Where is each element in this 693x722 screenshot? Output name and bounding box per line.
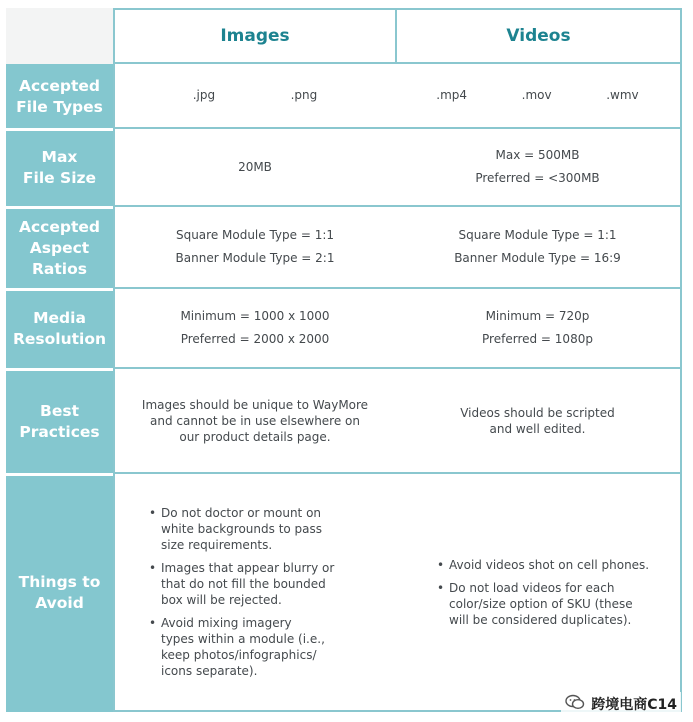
row-header-media-resolution: Media Resolution	[6, 289, 113, 369]
row-divider	[6, 368, 113, 371]
row-header-aspect-ratios: Accepted Aspect Ratios	[6, 207, 113, 289]
cell-videos-file-types: .mp4 .mov .wmv	[395, 64, 682, 129]
cell-images-things-to-avoid	[113, 474, 397, 712]
list-item: • Avoid mixing imagery types within a module (i.e., keep photos/infographics/ icons separate).	[149, 616, 325, 678]
row-divider	[6, 128, 113, 131]
list-item: • Images that appear blurry or that do not fill the bounded box will be rejected.	[149, 561, 335, 607]
cell-videos-aspect-ratios: Square Module Type = 1:1 Banner Module Type = 16:9	[395, 207, 682, 289]
wechat-icon	[565, 694, 585, 714]
corner-cell	[6, 8, 113, 64]
row-header-best-practices: Best Practices	[6, 369, 113, 474]
row-divider	[6, 206, 113, 209]
cell-images-max-file-size: 20MB	[113, 129, 397, 207]
list-item: • Do not load videos for each color/size option of SKU (these will be considered duplicates).	[437, 580, 633, 627]
list-item: • Do not doctor or mount on white backgrounds to pass size requirements.	[149, 506, 323, 552]
cell-images-aspect-ratios: Square Module Type = 1:1 Banner Module Type = 2:1	[113, 207, 397, 289]
cell-videos-things-to-avoid	[395, 474, 682, 712]
row-header-max-file-size: Max File Size	[6, 129, 113, 207]
cell-images-file-types: .jpg .png	[113, 64, 397, 129]
images-avoid-list	[147, 505, 334, 679]
watermark	[561, 692, 681, 716]
row-divider	[6, 288, 113, 291]
watermark-text: 跨境电商C14	[591, 697, 677, 713]
videos-avoid-list	[435, 557, 649, 628]
cell-images-media-resolution: Minimum = 1000 x 1000 Preferred = 2000 x 2000	[113, 289, 397, 369]
row-header-file-types: Accepted File Types	[6, 64, 113, 129]
cell-videos-best-practices	[395, 369, 682, 474]
best-practices-videos-text: Videos should be scripted and well edited.	[460, 405, 615, 436]
row-header-things-to-avoid: Things to Avoid	[6, 474, 113, 712]
cell-videos-media-resolution: Minimum = 720p Preferred = 1080p	[395, 289, 682, 369]
column-header-videos: Videos	[395, 8, 682, 64]
column-header-images: Images	[113, 8, 397, 64]
best-practices-images-text: Images should be unique to WayMore and cannot be in use elsewhere on our product details page.	[141, 397, 369, 444]
cell-videos-max-file-size: Max = 500MB Preferred = <300MB	[395, 129, 682, 207]
row-divider	[6, 473, 113, 476]
requirements-table	[6, 8, 682, 712]
list-item: • Avoid videos shot on cell phones.	[437, 557, 650, 572]
cell-images-best-practices	[113, 369, 397, 474]
